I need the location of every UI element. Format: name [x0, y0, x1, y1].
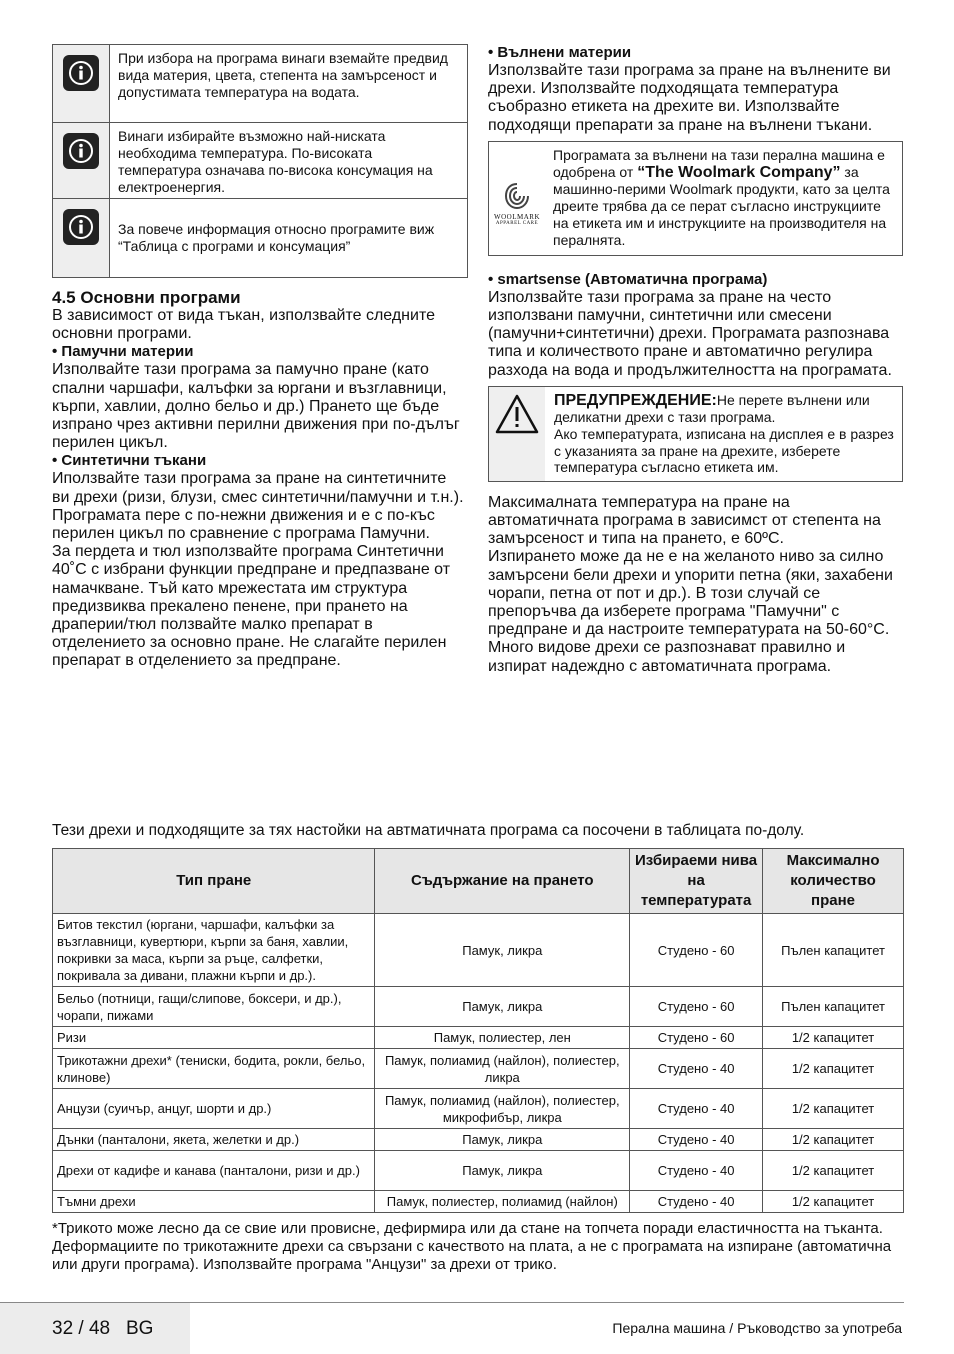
- cell-temperature: Студено - 40: [630, 1191, 763, 1213]
- warning-box: [488, 386, 903, 482]
- synthetic-title: • Синтетични тъкани: [52, 452, 207, 470]
- woolmark-logo-subtext: APPAREL CARE: [495, 220, 539, 226]
- programs-table: [52, 848, 904, 1213]
- cell-max-load: 1/2 капацитет: [763, 1151, 904, 1191]
- cell-type: Тъмни дрехи: [53, 1191, 375, 1213]
- max-temp-text: Максималната температура на пране на автоматичната програма в зависимст от степента на замърсеност и типа на прането, е 60ºC.: [488, 493, 881, 548]
- info-note-text: При избора на програма винаги вземайте предвид вида материя, цвета, степента на замърсеност и допустимата температура на водата.: [118, 50, 448, 100]
- info-notes: [52, 44, 468, 278]
- warning-icon-cell: [489, 387, 545, 481]
- woolmark-notice-text: [545, 142, 902, 255]
- header-content: Съдържание на прането: [375, 849, 630, 914]
- section-intro: В зависимост от вида тъкан, използвайте следните основни програми.: [52, 307, 435, 343]
- wool-title: • Вълнени материи: [488, 44, 632, 61]
- recognition-text: Много видове дрехи се разпознават правилно и изпират надеждно с автоматичната програма.: [488, 639, 846, 675]
- info-icon-cell: [53, 123, 110, 198]
- warning-heading: ПРЕДУПРЕЖДЕНИЕ:: [554, 391, 717, 409]
- table-row: [53, 1191, 904, 1213]
- cell-temperature: Студено - 40: [630, 1129, 763, 1151]
- table-row: [53, 1089, 904, 1129]
- header-type: Тип пране: [53, 849, 375, 914]
- cell-max-load: 1/2 капацитет: [763, 1191, 904, 1213]
- table-header-row: [53, 849, 904, 914]
- table-row: [53, 1151, 904, 1191]
- info-icon-cell: [53, 45, 110, 122]
- cell-max-load: 1/2 капацитет: [763, 1129, 904, 1151]
- cell-content: Памук, ликра: [375, 987, 630, 1027]
- smartsense-title: • smartsense (Автоматична програма): [488, 270, 768, 288]
- info-note: [53, 199, 467, 277]
- warning-line-2: Ако температурата, изписана на дисплея е в разрез с указанията за пране на дрехите, изберете температура съгласно етикета им.: [554, 426, 894, 476]
- cell-type: Дънки (панталони, якета, желетки и др.): [53, 1129, 375, 1151]
- wool-text: Използвайте тази програма за пране на вълнените ви дрехи. Използвайте подходящата температура съобразно етикета на дрехите ви. Използвайте подходящи препарати за пране на вълнени тъкани.: [488, 62, 891, 134]
- cell-content: Памук, ликра: [375, 1151, 630, 1191]
- woolmark-logo: [489, 142, 545, 255]
- table-intro: Тези дрехи и подходящите за тях настойки на автматичната програма са посочени в таблицата по-долу.: [52, 822, 805, 839]
- table-row: [53, 1049, 904, 1089]
- info-note-text: За повече информация относно програмите виж “Таблица с програми и консумация”: [118, 221, 435, 254]
- cell-type: Дрехи от кадифе и канава (панталони, ризи и др.): [53, 1151, 375, 1191]
- woolmark-notice: [488, 141, 903, 256]
- table-row: [53, 987, 904, 1027]
- cell-type: Бельо (потници, гащи/слипове, боксери, и др.), чорапи, пижами: [53, 987, 375, 1027]
- header-max-load: Максимално количество пране: [763, 849, 904, 914]
- cell-temperature: Студено - 40: [630, 1049, 763, 1089]
- curtain-text: За пердета и тюл използвайте програма Синтетични 40˚C с избрани функции предпране и предпазване от намачкване. Тъй като мрежестата им структура предизвиква прекалено пенене, при прането на драперии/тюл ползвайте малко препарат в отделението за основно пране. Не слагайте перилен препарат в отделението за предпране.: [52, 543, 451, 670]
- info-icon: [63, 55, 99, 91]
- info-note-text: Винаги избирайте възможно най-ниската необходима температура. По-високата температура означава по-висока консумация на електроенергия.: [118, 128, 433, 195]
- info-note: [53, 45, 467, 123]
- woolmark-notice-post: за машинно-перими Woolmark продукти, като за целта дреите трябва да се перат съгласно инструкциите на етикета им и инструкциите на производителя на пералнята.: [553, 163, 890, 248]
- warning-line-1: Не перете вълнени или деликатни дрехи с тази програма.: [554, 391, 870, 426]
- synthetic-text: Иползвайте тази програма за пране на синтетичните ви дрехи (ризи, блузи, смес синтетични/памучни и т.н.). Програмата пере с по-нежни движения и е с по-къс перилен цикъл по сравнение с програма Памучни.: [52, 470, 464, 543]
- cell-max-load: 1/2 капацитет: [763, 1089, 904, 1129]
- left-column: [52, 44, 466, 671]
- cell-content: Памук, полиамид (найлон), полиестер, ликра: [375, 1049, 630, 1089]
- table-footnote: *Трикото може лесно да се свие или провисне, дефирмира или да стане на топчета поради еластичността на тъканта. Деформациите по трикотажните дрехи са свързани с качеството на плата, а не с програмата на изпиране (автоматична или други програма). Използвайте програма "Анцузи" за дрехи от трико.: [52, 1220, 892, 1273]
- warning-text: [545, 387, 902, 481]
- cell-content: Памук, полиестер, полиамид (найлон): [375, 1191, 630, 1213]
- footer-title: Перална машина / Ръководство за употреба: [612, 1320, 902, 1336]
- cell-type: Битов текстил (юргани, чаршафи, калъфки за възглавници, кувертюри, кърпи за баня, хавлии, покривки за маса, кърпи за ръце, салфетки, покривала за дивани, плажни кърпи и др.).: [53, 914, 375, 987]
- stain-text: Изпирането може да не е на желаното ниво за силно замърсени бели дрехи и упорити петна (яки, захабени чорапи, петна от пот и др.). В този случай се препоръчва да изберете програма "Памучни" с предпране и да настроите температурата на 50-60°C.: [488, 548, 893, 639]
- woolmark-notice-pre: Програмата за вълнени на тази перална машина е одобрена от: [553, 146, 885, 180]
- woolmark-brand: “The Woolmark Company”: [637, 163, 841, 181]
- table-row: [53, 1027, 904, 1049]
- info-icon: [63, 133, 99, 169]
- section-title: 4.5 Основни програми: [52, 288, 241, 307]
- woolmark-logo-text: WOOLMARK: [494, 212, 540, 221]
- cotton-text: Изполвайте тази програма за памучно пране (като спални чаршафи, калъфки за юргани и възглавници, кърпи, хавлии, долно бельо и др.) Прането ще бъде изпрано чрез активни перилни движения при по-дълъг перилен цикъл.: [52, 361, 460, 452]
- cell-temperature: Студено - 60: [630, 1027, 763, 1049]
- cell-max-load: Пълен капацитет: [763, 987, 904, 1027]
- page-number: 32 / 48 BG: [52, 1318, 154, 1339]
- smartsense-text: Използвайте тази програма за пране на често използвани памучни, синтетични или смесени (памучни+синтетични) дрехи. Програмата разпознава типа и количеството пране и автоматично регулира разхода на вода и продължителността на програмата.: [488, 288, 892, 379]
- cell-content: Памук, полиамид (найлон), полиестер, микрофибър, ликра: [375, 1089, 630, 1129]
- table-row: [53, 1129, 904, 1151]
- header-temperature: Избираеми нива на температурата: [630, 849, 763, 914]
- table-row: [53, 914, 904, 987]
- cell-content: Памук, ликра: [375, 1129, 630, 1151]
- cell-max-load: 1/2 капацитет: [763, 1049, 904, 1089]
- cell-temperature: Студено - 60: [630, 987, 763, 1027]
- cotton-title: • Памучни материи: [52, 343, 194, 361]
- cell-type: Ризи: [53, 1027, 375, 1049]
- cell-content: Памук, полиестер, лен: [375, 1027, 630, 1049]
- cell-max-load: 1/2 капацитет: [763, 1027, 904, 1049]
- cell-content: Памук, ликра: [375, 914, 630, 987]
- cell-type: Анцузи (суичър, анцуг, шорти и др.): [53, 1089, 375, 1129]
- cell-temperature: Студено - 40: [630, 1151, 763, 1191]
- woolmark-icon: [502, 181, 532, 211]
- info-icon: [63, 209, 99, 245]
- warning-icon: [494, 393, 540, 435]
- cell-temperature: Студено - 40: [630, 1089, 763, 1129]
- right-column: [488, 44, 903, 676]
- cell-type: Трикотажни дрехи* (тениски, бодита, рокли, бельо, клинове): [53, 1049, 375, 1089]
- info-icon-cell: [53, 199, 110, 277]
- cell-max-load: Пълен капацитет: [763, 914, 904, 987]
- info-note: [53, 123, 467, 199]
- cell-temperature: Студено - 60: [630, 914, 763, 987]
